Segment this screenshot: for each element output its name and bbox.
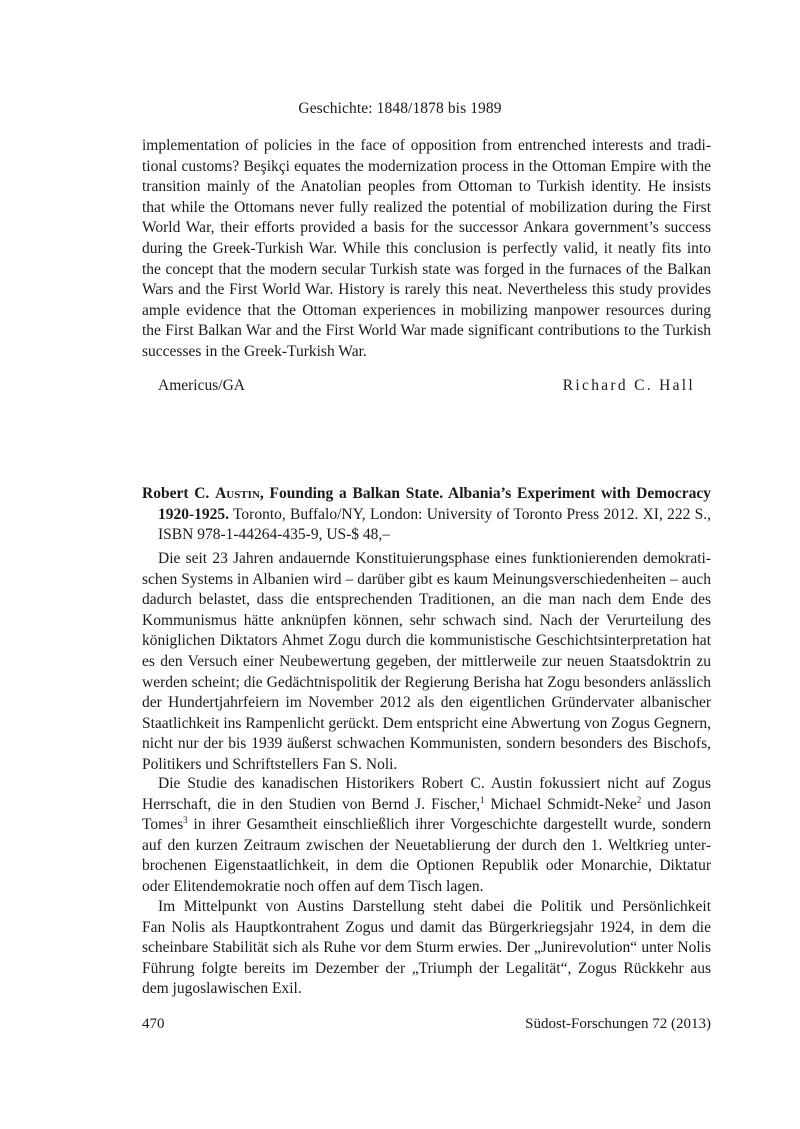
text-line: der Hundertjahrfeiern im November 2012 als den eigentlichen Gründervater albanischer — [142, 694, 711, 712]
paragraph-intro — [142, 549, 711, 776]
footnote-marker: 3 — [183, 815, 188, 826]
review-heading-line — [142, 484, 711, 505]
text-line: nicht nur der bis 1939 äußerst schwachen Kommunisten, sondern besonders des Bischofs, — [142, 735, 711, 753]
text-line: Die seit 23 Jahren andauernde Konstituierungsphase eines funktionierenden demokrati- — [158, 550, 711, 567]
text-line: scheinbare Stabilität sich als Ruhe vor dem Sturm erwies. Der „Junirevolution“ unter Nolis — [142, 939, 711, 957]
text-segment: Tomes — [142, 816, 184, 834]
text-segment: in ihrer Gesamtheit einschließlich ihrer Vorgeschichte dargestellt wurde, sondern — [187, 816, 711, 834]
paragraph-review-end — [142, 136, 711, 363]
text-line: tional customs? Beşikçi equates the modernization process in the Ottoman Empire with the — [142, 157, 711, 175]
text-segment: und Jason — [641, 795, 711, 813]
text-line: Wars and the First World War. History is rarely this neat. Nevertheless this study provides — [142, 281, 711, 299]
text-line: dem jugoslawischen Exil. — [142, 980, 302, 998]
running-head: Geschichte: 1848/1878 bis 1989 — [298, 100, 502, 117]
text-line: Kommunismus hätte anknüpfen können, sehr schwach sind. Nach der Verurteilung des — [142, 611, 711, 629]
signoff-place: Americus/GA — [158, 377, 245, 394]
text-segment: Michael Schmidt-Neke — [484, 795, 637, 813]
text-line: the concept that the modern secular Turkish state was forged in the furnaces of the Balkan — [142, 260, 711, 278]
text-line: implementation of policies in the face of opposition from entrenched interests and tradi- — [142, 137, 711, 154]
text-line: Fan Nolis als Hauptkontrahent Zogus und damit das Bürgerkriegsjahr 1924, in dem die — [142, 918, 711, 936]
review-heading-line — [142, 505, 711, 526]
review-isbn: ISBN 978-1-44264-435-9, US-$ 48,– — [158, 526, 391, 544]
text-line: dadurch belastet, dass die entsprechenden Traditionen, an die man nach dem Ende des — [142, 591, 711, 609]
text-segment: Herrschaft, die in den Studien von Bernd J. Fischer, — [142, 795, 480, 813]
review-author-first: Robert C. — [142, 485, 216, 502]
text-line: es den Versuch einer Neubewertung gegeben, der mittlerweile zur neuen Staatsdoktrin zu — [142, 652, 711, 670]
page-number: 470 — [142, 1016, 165, 1032]
text-line: oder Elitendemokratie noch offen auf dem Tisch lagen. — [142, 877, 484, 895]
review-publication: Toronto, Buffalo/NY, London: University of Toronto Press 2012. XI, 222 S., — [229, 505, 711, 523]
text-line — [142, 795, 711, 816]
text-line: transition mainly of the Anatolian peoples from Ottoman to Turkish identity. He insists — [142, 178, 711, 196]
text-line — [142, 815, 711, 836]
text-line: Führung folgte bereits im Dezember der „Triumph der Legalität“, Zogus Rückkehr aus — [142, 959, 711, 977]
text-line: during the Greek-Turkish War. While this conclusion is perfectly valid, it neatly fits into — [142, 239, 711, 257]
text-line: that while the Ottomans never fully realized the potential of mobilization during the First — [142, 198, 711, 216]
review-title: , Founding a Balkan State. Albania’s Experiment with Democracy — [259, 485, 711, 502]
review-heading — [142, 484, 711, 546]
text-line: werden scheint; die Gedächtnispolitik der Regierung Berisha hat Zogu besonders anlässlich — [142, 673, 711, 691]
text-line: königlichen Diktators Ahmet Zogu durch die kommunistische Geschichtsinterpretation hat — [142, 632, 711, 650]
text-line: successes in the Greek-Turkish War. — [142, 342, 367, 360]
text-line: Die Studie des kanadischen Historikers Robert C. Austin fokussiert nicht auf Zogus — [158, 775, 711, 792]
text-line: schen Systems in Albanien wird – darüber gibt es kaum Meinungsverschiedenheiten – auch — [142, 570, 711, 588]
footnote-marker: 2 — [636, 794, 642, 805]
text-line: ample evidence that the Ottoman experiences in mobilizing manpower resources during — [142, 301, 711, 319]
text-line: Politikers und Schriftstellers Fan S. Noli. — [142, 755, 398, 773]
text-line: Staatlichkeit ins Rampenlicht gerückt. Dem entspricht eine Abwertung von Zogus Gegnern, — [142, 714, 712, 732]
journal-citation: Südost-Forschungen 72 (2013) — [525, 1016, 711, 1032]
text-line: the First Balkan War and the First World War made significant contributions to the Turkish — [142, 322, 711, 340]
footnote-marker: 1 — [479, 794, 485, 805]
text-line: auf den kurzen Zeitraum zwischen der Neuetablierung der durch den 1. Weltkrieg unter- — [142, 836, 711, 854]
review-author-last: Austin — [215, 485, 260, 502]
text-line: Im Mittelpunkt von Austins Darstellung steht dabei die Politik und Persönlichkeit — [158, 898, 711, 915]
signoff-author: Richard C. Hall — [562, 377, 695, 394]
paragraph-study — [142, 774, 711, 898]
paragraph-focus — [142, 897, 711, 1000]
text-line: brochenen Eigenstaatlichkeit, in dem die Optionen Republik oder Monarchie, Diktatur — [142, 857, 711, 875]
review-title-years: 1920-1925. — [158, 505, 230, 523]
text-line: World War, their efforts provided a basis for the successor Ankara government’s success — [142, 219, 711, 237]
